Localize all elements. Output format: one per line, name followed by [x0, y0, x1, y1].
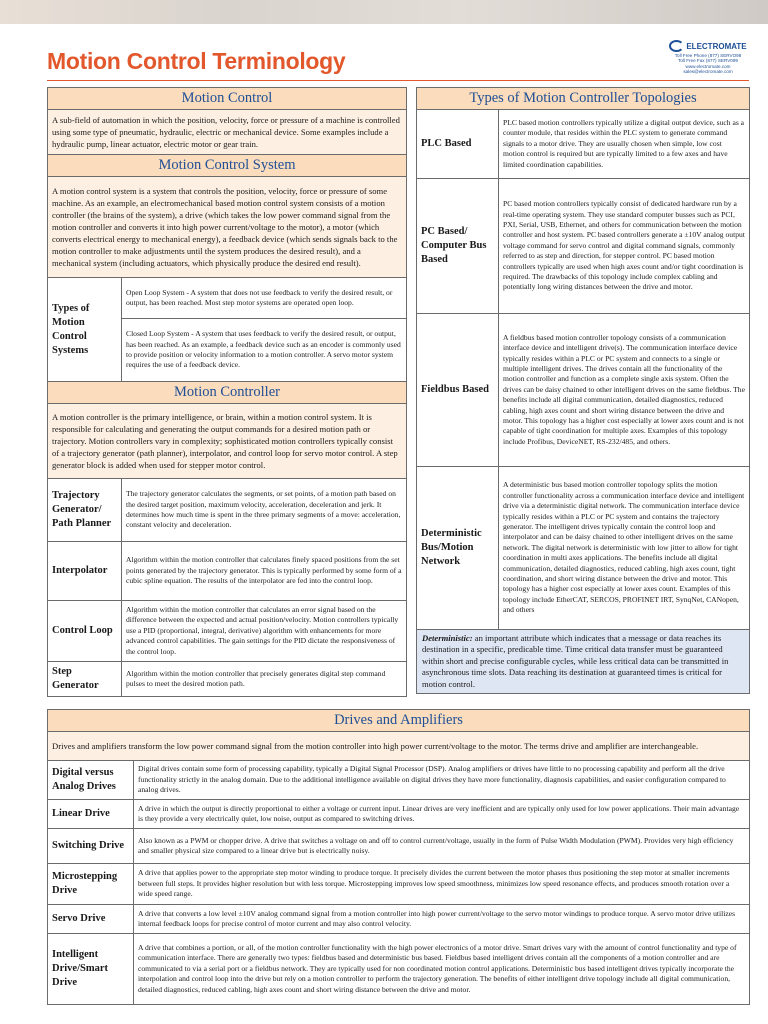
drives-heading: Drives and Amplifiers [48, 710, 750, 732]
brand-contact-line: Toll Free Phone (877) SERVO98 [674, 53, 742, 58]
title-divider [47, 80, 749, 81]
drives-amplifiers-table [47, 709, 750, 1005]
interpolator-label: Interpolator [48, 542, 122, 601]
interpolator-text: Algorithm within the motion controller that calculates finely spaced positions from the set points generated by the trajectory generator. This is typically performed by some form of a cubic spline equation. The results of the interpolator are fed into the control loop. [122, 542, 407, 601]
digital-analog-drives-label: Digital versus Analog Drives [48, 761, 134, 800]
linear-drive-label: Linear Drive [48, 800, 134, 829]
open-loop-system-text: Open Loop System - A system that does not use feedback to verify the desired result, or output, has been reached. Most step motor systems are operated open loop. [122, 278, 407, 319]
switching-drive-label: Switching Drive [48, 829, 134, 864]
controller-topologies-table [416, 87, 750, 694]
trajectory-generator-label: Trajectory Generator/ Path Planner [48, 479, 122, 542]
brand-contact-line: sales@electromate.com [683, 69, 733, 75]
switching-drive-text: Also known as a PWM or chopper drive. A drive that switches a voltage on and off to control current/voltage, usually in the form of Pulse Width Modulation (PWM). Provides very high efficiency and smaller physical size compared to a linear drive but is electrically noisy. [134, 829, 750, 864]
left-terminology-table [47, 87, 407, 697]
deterministic-bus-label: Deterministic Bus/Motion Network [417, 467, 499, 630]
plc-based-text: PLC based motion controllers typically utilize a digital output device, such as a counter module, that resides within the PLC system to generate command signals to a motor drive. They are usually chosen when simple, low cost motion control is required but are typically limited to a few axes and have limited coordination capabilities. [499, 110, 750, 179]
motion-controller-description: A motion controller is the primary intelligence, or brain, within a motion control system. It is responsible for calculating and generating the output commands for a desired motion path or trajectory. Motion controllers vary in complexity; sophisticated motion controllers typically consist of a trajectory generator (path planner), interpolator, and control loop for servo motor control. A step generator block is added when used for stepper motor control. [48, 404, 407, 479]
linear-drive-text: A drive in which the output is directly proportional to either a voltage or current input. Linear drives are very inefficient and are typically only used for low power applications. Their main advantage is they provide a very electrically quiet, low noise, output as compared to switching drives. [134, 800, 750, 829]
brand-logo [668, 40, 748, 75]
brand-mark-icon [669, 40, 684, 52]
microstepping-drive-label: Microstepping Drive [48, 864, 134, 905]
brand-contact-line: Toll Free Fax (877) SERV099 [678, 58, 738, 64]
brand-name: ELECTROMATE [686, 41, 747, 51]
motion-control-system-description: A motion control system is a system that controls the position, velocity, force or pressure of some machine. As an example, an electromechanical based motion control system consists of a motion controller (the brains of the system), a drive (which takes the low power command signal from the motion controller and converts it into high power current/voltage to the motor), a motor (which converts electrical energy to mechanical energy), a feedback device (which sends signals back to the motion controller to make adjustments until the system produces the desired result), and a mechanical system (including actuators, which physically produce the desired end result). [48, 177, 407, 278]
fieldbus-based-label: Fieldbus Based [417, 314, 499, 467]
control-loop-text: Algorithm within the motion controller that calculates an error signal based on the difference between the expected and actual position/velocity. Motion controllers typically use a PID (proportional, integral, derivative) algorithm with enhancements for more advanced control capabilities. The gain settings for the PID dictate the responsiveness of the control loop. [122, 601, 407, 662]
types-of-systems-label: Types of Motion Control Systems [48, 278, 122, 382]
microstepping-drive-text: A drive that applies power to the appropriate step motor winding to produce torque. It precisely divides the current between the motor phases thus positioning the step motor at smaller increments between full steps. It provides higher resolution but with less torque. Microstepping improves low speed smoothness, minimizes low speed resonance effects, and produces smooth rotation over a wide speed range. [134, 864, 750, 905]
fieldbus-based-text: A fieldbus based motion controller topology consists of a communication interface device and intelligent drive(s). The communication interface device typically resides within a PLC or PC system and connects to a single or multiple intelligent drives. The drives contain all the functionality of the motion controller and function as a complete single axis system. Often the drives can be daisy chained to other intelligent drives on the same fieldbus. The benefits include all digital communication, detailed diagnostics, reduced cabling, high axes count and short wiring distance between the drive and motor. This topology has a higher cost especially at lower axes count and is not capable of tight coordination for multiple axes. Examples of this topology include Profibus, DeviceNET, RS-232/485, and others. [499, 314, 750, 467]
topologies-heading: Types of Motion Controller Topologies [417, 88, 750, 110]
intelligent-drive-label: Intelligent Drive/Smart Drive [48, 934, 134, 1005]
pc-based-text: PC based motion controllers typically consist of dedicated hardware run by a real-time operating system. They use standard computer busses such as PCI, PXI, Serial, USB, Ethernet, and others for communication between the motion controller and host system. PC based controllers generate a ±10V analog output voltage command for servo control and digital command signals, commonly referred to as step and direction, for stepper control. PC based motion controllers typically are used when high axes count and/or tight coordination is required. The drawbacks of this topology include complex cabling and potentially long wiring distances between the drive and motor. [499, 179, 750, 314]
motion-control-description: A sub-field of automation in which the position, velocity, force or pressure of a machine is controlled using some type of pneumatic, hydraulic, electric or mechanical device. Some examples include a hydraulic pump, linear actuator, electric motor or gear train. [48, 110, 407, 155]
top-decorative-band [0, 0, 768, 24]
step-generator-text: Algorithm within the motion controller that precisely generates digital step command pulses to meet the desired motion path. [122, 662, 407, 697]
digital-analog-drives-text: Digital drives contain some form of processing capability, typically a Digital Signal Processor (DSP). Analog amplifiers or drives have little to no processing capability and perform all the drive functionality strictly in the analog domain. Due to the additional intelligence available on digital drives they have more functionality, diagnosis capabilities, and easier configuration compared to analog drives. [134, 761, 750, 800]
deterministic-term: Deterministic: [422, 633, 473, 643]
plc-based-label: PLC Based [417, 110, 499, 179]
trajectory-generator-text: The trajectory generator calculates the segments, or set points, of a motion path based on the desired target position, maximum velocity, acceleration, deceleration and jerk. It determines how much time is spent in the three primary segments of a move: acceleration, constant velocity and deceleration. [122, 479, 407, 542]
intelligent-drive-text: A drive that combines a portion, or all, of the motion controller functionality with the high power electronics of a motor drive. Smart drives vary with the amount of control functionality and type of communication interface. There are generally two types: fieldbus based and deterministic bus based. Fieldbus based intelligent drives contain all the components of a motion controller and are communicated to via a serial port or a fieldbus network. They are typically used for non coordinated motion control applications. Deterministic bus based intelligent drives typically incorporate the interpolation and control loop into the drive but rely on a motion controller to perform the trajectory generation. The benefits of either intelligent drive topology include all digital communication, detailed diagnostics, reduced cabling, high axes count and short wiring distance between the drive and motor. [134, 934, 750, 1005]
servo-drive-label: Servo Drive [48, 905, 134, 934]
drives-intro: Drives and amplifiers transform the low power command signal from the motion controller into high power current/voltage to the motor. The terms drive and amplifier are interchangeable. [48, 732, 750, 761]
page-title: Motion Control Terminology [47, 48, 346, 74]
brand-contact-line: www.electromate.com [685, 63, 731, 69]
pc-based-label: PC Based/ Computer Bus Based [417, 179, 499, 314]
motion-controller-heading: Motion Controller [48, 382, 407, 404]
closed-loop-system-text: Closed Loop System - A system that uses feedback to verify the desired result, or output, has been reached. As an example, a feedback device such as an encoder is commonly used to provide position or velocity information to a motion controller. A servo motor system requires the use of a feedback device. [122, 319, 407, 382]
deterministic-note-text: an important attribute which indicates that a message or data reaches its destination in a specific, predicable time. Time critical data transfer must be guaranteed within short and precise configurable cycles, while less critical data can be transmitted in asynchronous time slots. Data reaching its destination at guaranteed times is critical for motion control. [422, 633, 729, 689]
deterministic-bus-text: A deterministic bus based motion controller topology splits the motion controller functionality across a communication interface device and intelligent drive via a deterministic digital network. The communication interface device typically resides within a PLC or PC system and contains the trajectory generator. The intelligent drives typically contain the control loop and interpolator and can be daisy chained to other intelligent drives on the same network. The digital network is deterministic with low jitter to allow for tight coordination in multi axes applications. The benefits include all digital communication, detailed diagnostics, reduced cabling, high axes count, tight coordination, and short wiring distance between the drive and motor. This topology has a higher cost especially at lower axes count. Examples of this topology include EtherCAT, SERCOS, PROFINET IRT, SynqNet, CANopen, and others [499, 467, 750, 630]
motion-control-heading: Motion Control [48, 88, 407, 110]
motion-control-system-heading: Motion Control System [48, 155, 407, 177]
servo-drive-text: A drive that converts a low level ±10V analog command signal from a motion controller into high power current/voltage to the servo motor windings to produce torque. A servo motor drive utilizes internal feedback loops for precise control of motor current and may also control velocity. [134, 905, 750, 934]
step-generator-label: Step Generator [48, 662, 122, 697]
control-loop-label: Control Loop [48, 601, 122, 662]
deterministic-definition-note [417, 630, 750, 694]
